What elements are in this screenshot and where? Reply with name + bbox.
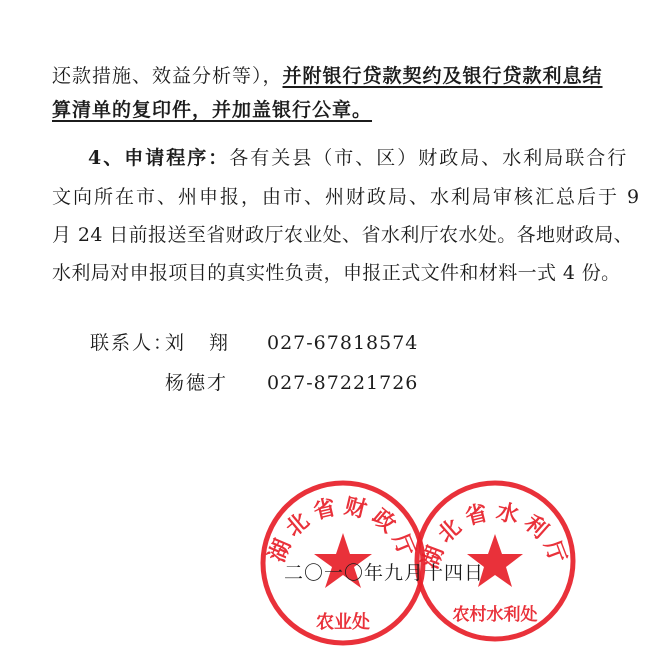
application-procedure-line (88, 145, 629, 171)
line-1-bold-text: 并附银行贷款契约及银行贷款利息结 (282, 65, 603, 87)
line-2-bold-text: 算清单的复印件，并加盖银行公章。 (52, 99, 373, 121)
document-date: 二〇一〇年九月十四日 (284, 562, 485, 584)
paragraph-line-5: 月 24 日前报送至省财政厅农业处、省水利厅农水处。各地财政局、 (52, 224, 634, 246)
paragraph-line-4: 文向所在市、州申报，由市、州财政局、水利局审核汇总后于 9 (52, 186, 642, 208)
paragraph-line-2 (52, 97, 604, 123)
contact-phone-1: 027-67818574 (267, 332, 419, 354)
procedure-text: 各有关县（市、区）财政局、水利局联合行 (229, 147, 629, 169)
procedure-heading: 4、申请程序： (88, 147, 230, 169)
seal-1-arc-text: 湖北省财政厅 (264, 493, 422, 566)
contact-phone-2: 027-87221726 (267, 372, 419, 394)
contact-label: 联系人： (90, 332, 175, 354)
seal-1-bottom-text: 农业处 (316, 612, 370, 633)
paragraph-line-1 (52, 63, 604, 89)
contact-name-1: 刘 翔 (165, 332, 232, 354)
seal-2-bottom-text: 农村水利处 (452, 605, 538, 625)
paragraph-line-6: 水利局对申报项目的真实性负责，申报正式文件和材料一式 4 份。 (52, 262, 621, 284)
seal-2-arc-text: 湖北省水利厅 (418, 499, 572, 573)
line-1-plain-text: 还款措施、效益分析等）， (52, 65, 283, 87)
contact-name-2: 杨德才 (165, 372, 229, 394)
